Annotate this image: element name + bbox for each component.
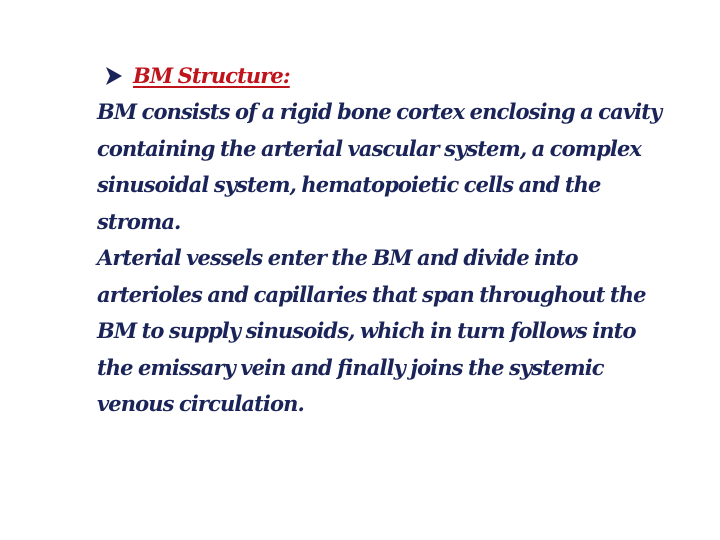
section-heading — [105, 58, 697, 94]
text-line: BM consists of a rigid bone cortex enclosing a cavity — [97, 99, 662, 124]
slide-content — [97, 58, 697, 423]
text-line: sinusoidal system, hematopoietic cells and the — [97, 172, 601, 197]
text-line: venous circulation. — [97, 391, 304, 416]
paragraph-vessels — [97, 240, 697, 423]
text-line: stroma. — [97, 208, 181, 234]
text-line: the emissary vein and finally joins the systemic — [97, 354, 604, 380]
paragraph-structure — [97, 94, 697, 240]
text-line: BM to supply sinusoids, which in turn follows into — [97, 318, 636, 343]
heading-text: BM Structure: — [133, 62, 290, 88]
text-line: Arterial vessels enter the BM and divide into — [97, 245, 578, 270]
text-line: arterioles and capillaries that span throughout the — [97, 281, 646, 307]
text-line: containing the arterial vascular system, a complex — [97, 135, 642, 161]
arrow-bullet-icon — [105, 66, 123, 86]
